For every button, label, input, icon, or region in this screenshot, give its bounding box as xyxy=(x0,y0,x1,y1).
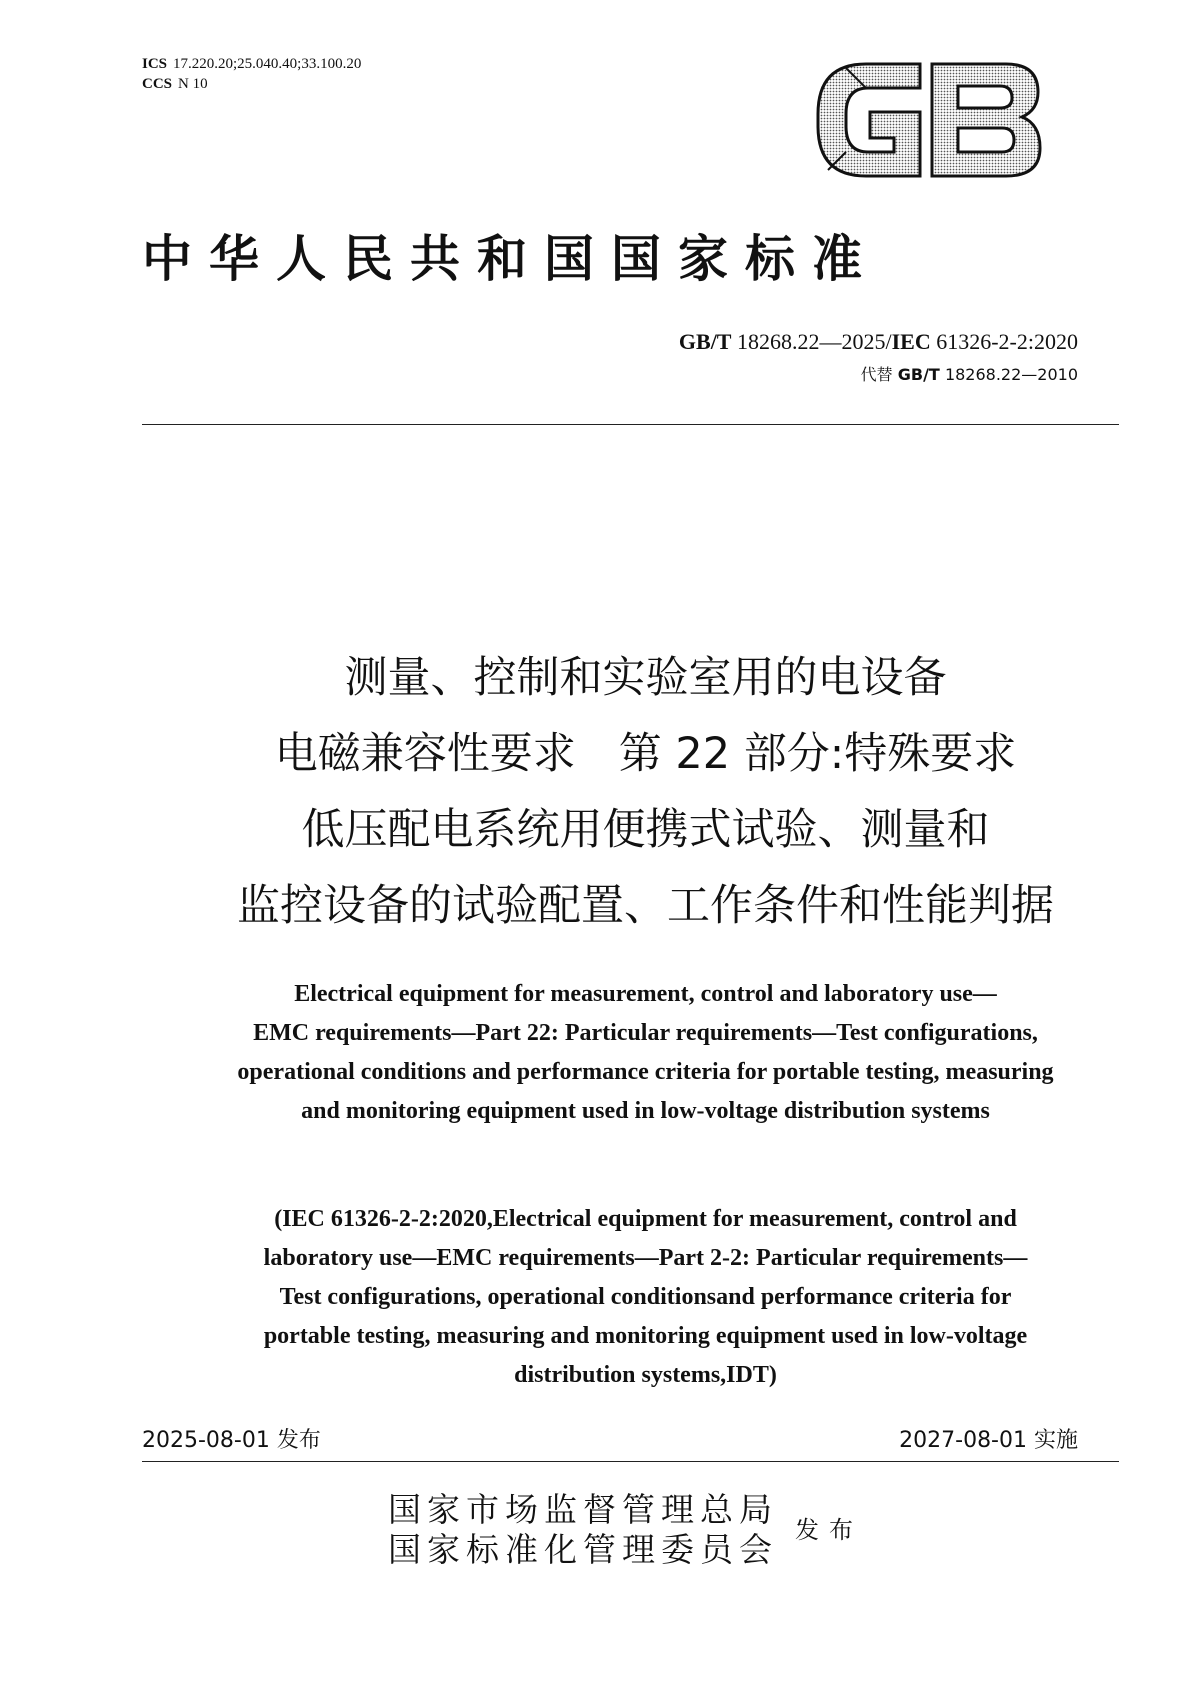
replaces-prefix: GB/T xyxy=(897,365,940,384)
iec-reference-line: Test configurations, operational conditionsand performance criteria for xyxy=(279,1284,1012,1310)
iec-reference-line: laboratory use—EMC requirements—Part 2-2: Particular requirements— xyxy=(263,1245,1028,1271)
iec-reference-line: (IEC 61326-2-2:2020,Electrical equipment for measurement, control and xyxy=(274,1206,1017,1232)
gb-logo-b-letter xyxy=(932,64,1040,176)
standard-number xyxy=(679,328,1078,356)
standard-prefix: GB/T xyxy=(678,329,732,354)
replaces-line xyxy=(861,364,1078,386)
replaces-label: 代替 xyxy=(860,365,893,384)
iec-reference-line: portable testing, measuring and monitoring equipment used in low-voltage xyxy=(263,1323,1028,1349)
english-title-line: EMC requirements—Part 22: Particular requirements—Test configurations, xyxy=(253,1020,1038,1046)
iec-prefix: IEC xyxy=(891,329,931,354)
ccs-value: N 10 xyxy=(178,76,208,92)
issue-date: 2025-08-01 发布 xyxy=(142,1428,321,1453)
chinese-title-line: 测量、控制和实验室用的电设备 xyxy=(344,653,947,703)
english-title xyxy=(80,975,1191,1131)
iec-reference-line: distribution systems,IDT) xyxy=(514,1362,777,1388)
footer-divider xyxy=(142,1461,1119,1462)
chinese-title-line: 低压配电系统用便携式试验、测量和 xyxy=(301,805,990,855)
publisher-sac: 国家标准化管理委员会 xyxy=(388,1530,778,1569)
ics-line xyxy=(142,54,361,74)
publisher-samr: 国家市场监督管理总局 xyxy=(388,1490,778,1529)
standard-code: 18268.22—2025/ xyxy=(736,329,892,354)
gb-logo-g-letter xyxy=(818,64,920,176)
ics-label: ICS xyxy=(142,56,168,72)
ccs-line xyxy=(142,74,361,94)
gb-logo xyxy=(808,54,1048,184)
header-divider xyxy=(142,424,1119,425)
publish-label: 发布 xyxy=(795,1516,863,1544)
country-standard-title: 中华人民共和国国家标准 xyxy=(142,230,879,288)
iec-reference xyxy=(80,1200,1191,1395)
chinese-title xyxy=(100,640,1191,944)
chinese-title-line: 电磁兼容性要求 第 22 部分:特殊要求 xyxy=(274,729,1017,779)
english-title-line: operational conditions and performance criteria for portable testing, measuring xyxy=(237,1059,1054,1085)
implementation-date: 2027-08-01 实施 xyxy=(899,1428,1078,1453)
replaces-code: 18268.22—2010 xyxy=(944,365,1078,384)
publishing-authorities xyxy=(388,1490,778,1570)
ics-value: 17.220.20;25.040.40;33.100.20 xyxy=(173,56,362,72)
classification-codes xyxy=(142,54,361,94)
chinese-title-line: 监控设备的试验配置、工作条件和性能判据 xyxy=(237,881,1054,931)
ccs-label: CCS xyxy=(142,76,173,92)
english-title-line: Electrical equipment for measurement, control and laboratory use— xyxy=(294,981,997,1007)
iec-code: 61326-2-2:2020 xyxy=(936,329,1078,354)
english-title-line: and monitoring equipment used in low-voltage distribution systems xyxy=(301,1098,990,1124)
